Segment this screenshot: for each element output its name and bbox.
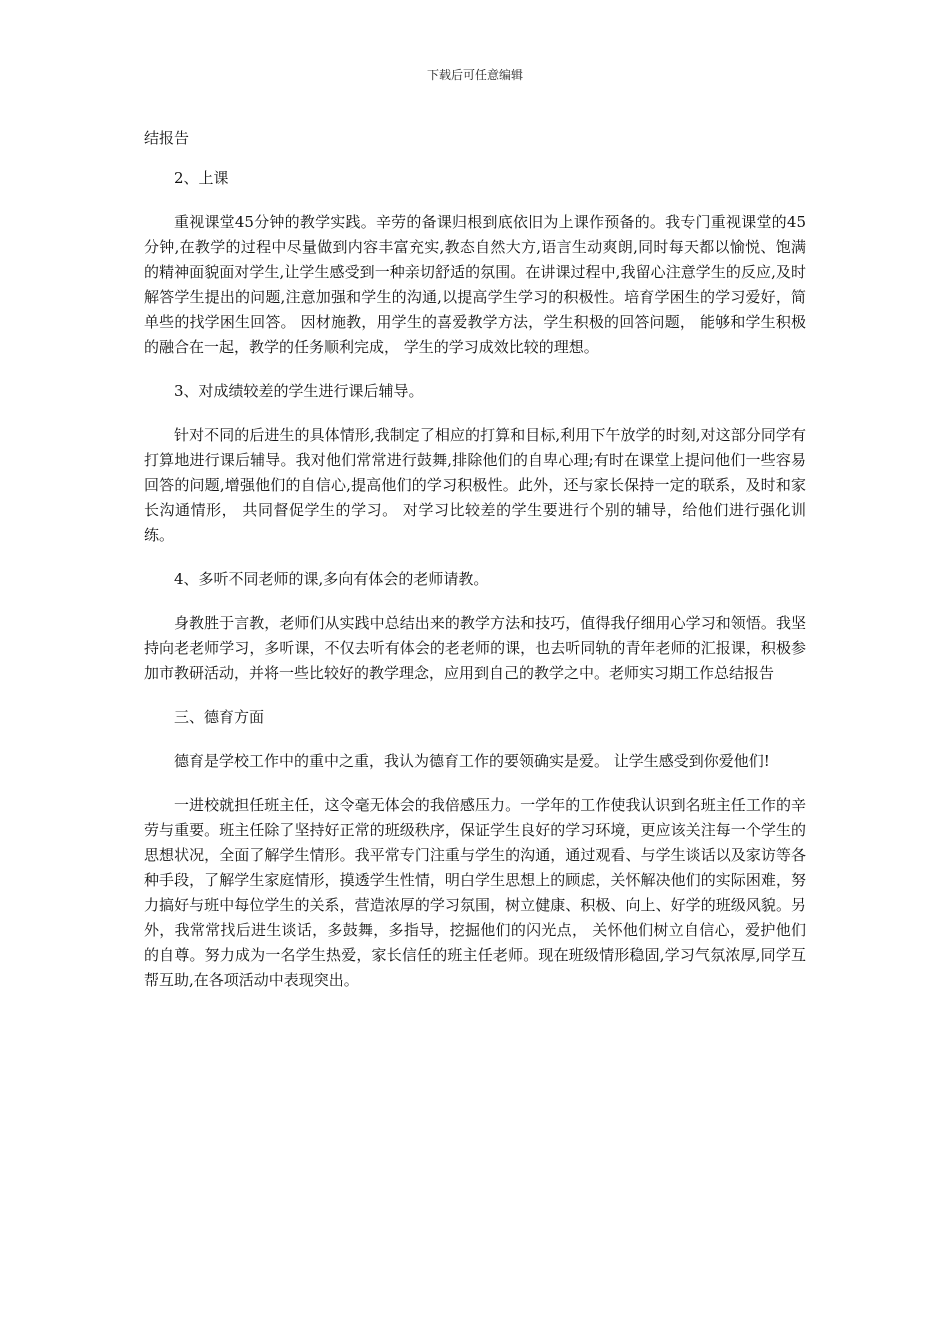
section-heading-tutoring: 3、对成绩较差的学生进行课后辅导。 bbox=[174, 382, 424, 400]
paragraph-class-teacher: 一进校就担任班主任，这令毫无体会的我倍感压力。一学年的工作使我认识到名班主任工作的辛劳与重要。班主任除了坚持好正常的班级秩序，保证学生良好的学习环境，更应该关注每一个学生的思想状况，全面了解学生情形。我平常专门注重与学生的沟通，通过观看、与学生谈话以及家访等各种手段，了解学生家庭情形，摸透学生性情，明白学生思想上的顾虑，关怀解决他们的实际困难，努力搞好与班中每位学生的关系，营造浓厚的学习氛围，树立健康、积极、向上、好学的班级风貌。另外，我常常找后进生谈话，多鼓舞，多指导，挖掘他们的闪光点， 关怀他们树立自信心，爱护他们的自尊。努力成为一名学生热爱，家长信任的班主任老师。现在班级情形稳固,学习气氛浓厚,同学互帮互助,在各项活动中表现突出。 bbox=[144, 796, 806, 989]
section-heading-moral: 三、德育方面 bbox=[174, 708, 265, 726]
paragraph-moral-intro: 德育是学校工作中的重中之重，我认为德育工作的要领确实是爱。 让学生感受到你爱他们! bbox=[174, 752, 770, 770]
continued-heading-fragment: 结报告 bbox=[144, 129, 190, 147]
section-heading-observe: 4、多听不同老师的课,多向有体会的老师请教。 bbox=[174, 570, 489, 588]
paragraph-tutoring: 针对不同的后进生的具体情形,我制定了相应的打算和目标,利用下午放学的时刻,对这部分同学有打算地进行课后辅导。我对他们常常进行鼓舞,排除他们的自卑心理;有时在课堂上提问他们一些容易回答的问题,增强他们的自信心,提高他们的学习积极性。此外，还与家长保持一定的联系，及时和家长沟通情形， 共同督促学生的学习。 对学习比较差的学生要进行个别的辅导，给他们进行强化训练。 bbox=[144, 426, 806, 544]
paragraph-teaching: 重视课堂45分钟的教学实践。辛劳的备课归根到底依旧为上课作预备的。我专门重视课堂的45分钟,在教学的过程中尽量做到内容丰富充实,教态自然大方,语言生动爽朗,同时每天都以愉悦、饱满的精神面貌面对学生,让学生感受到一种亲切舒适的氛围。在讲课过程中,我留心注意学生的反应,及时解答学生提出的问题,注意加强和学生的沟通,以提高学生学习的积极性。培育学困生的学习爱好，简单些的找学困生回答。 因材施教，用学生的喜爱教学方法，学生积极的回答问题， 能够和学生积极的融合在一起，教学的任务顺利完成， 学生的学习成效比较的理想。 bbox=[144, 213, 806, 356]
page-header: 下载后可任意编辑 bbox=[426, 68, 523, 82]
paragraph-observe: 身教胜于言教，老师们从实践中总结出来的教学方法和技巧，值得我仔细用心学习和领悟。我坚持向老老师学习，多听课，不仅去听有体会的老老师的课，也去听同轨的青年老师的汇报课，积极参加市教研活动，并将一些比较好的教学理念，应用到自己的教学之中。老师实习期工作总结报告 bbox=[144, 614, 806, 682]
section-heading-teaching: 2、上课 bbox=[174, 169, 229, 187]
document-body bbox=[144, 126, 806, 993]
